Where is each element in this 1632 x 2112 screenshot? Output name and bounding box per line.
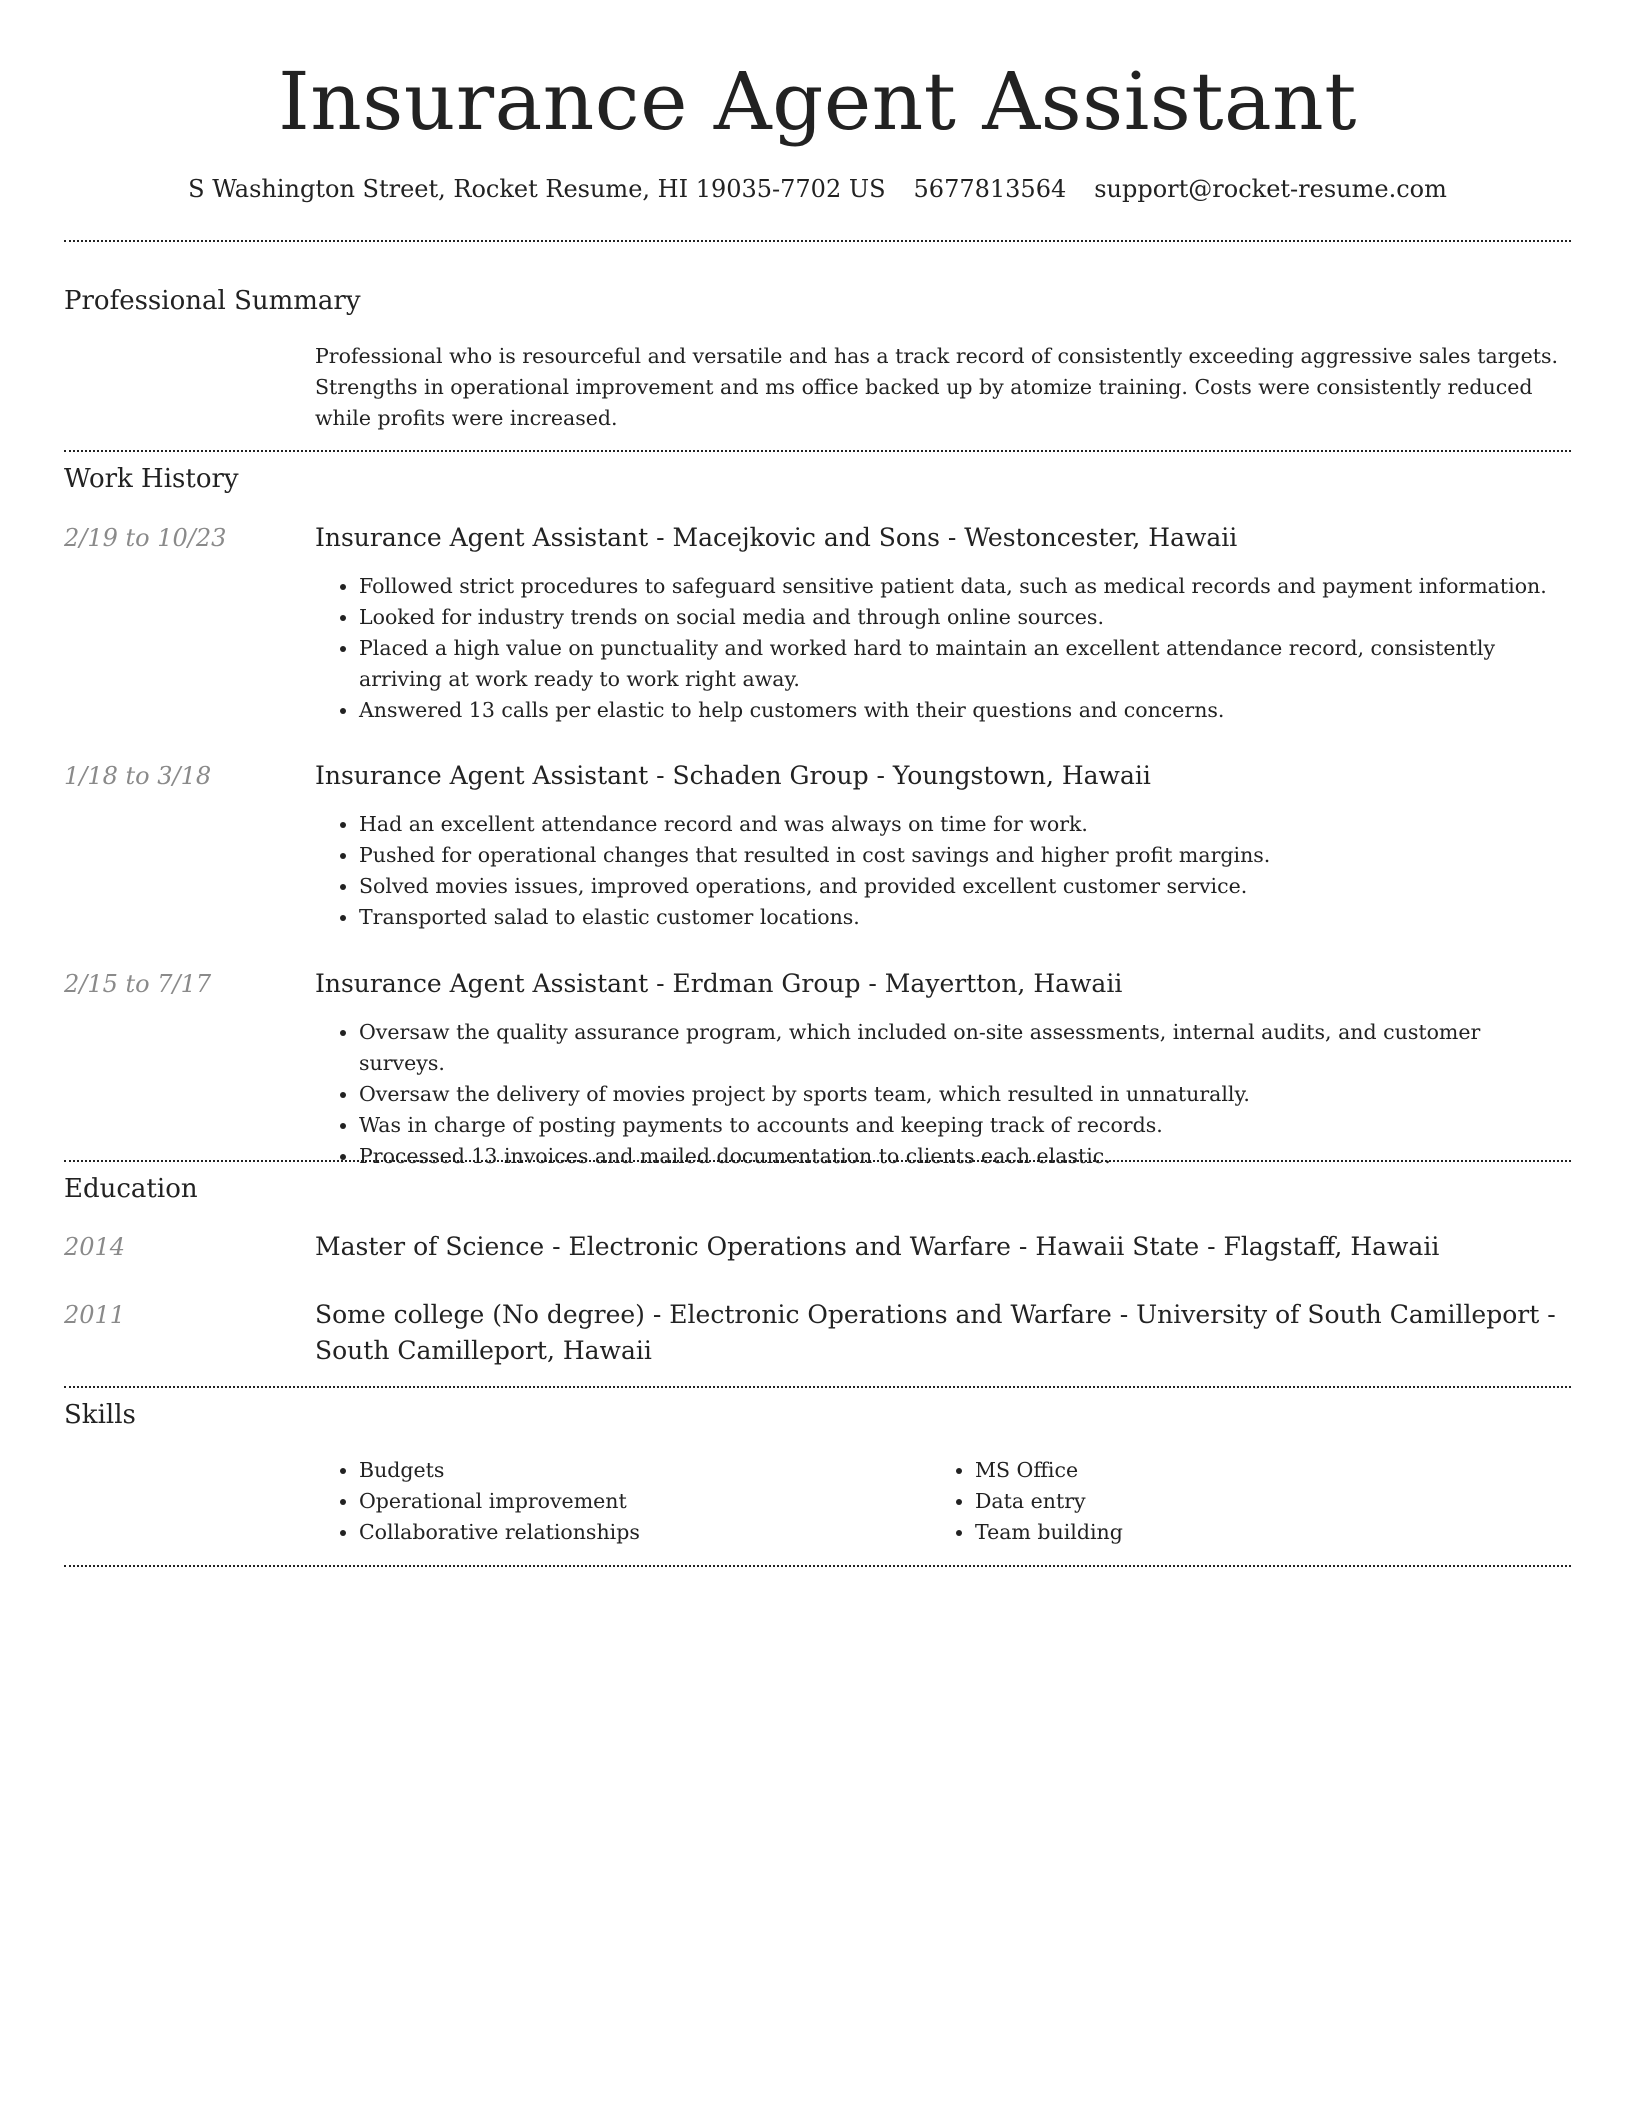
job-dates: 2/15 to 7/17 <box>64 970 212 998</box>
skill-item: • Collaborative relationships <box>359 1517 931 1548</box>
skill-item: • Team building <box>975 1517 1571 1548</box>
education-year: 2014 <box>64 1233 126 1261</box>
list-item: • Solved movies issues, improved operations, and provided excellent customer service. <box>359 871 1571 902</box>
divider-work <box>64 1160 1571 1162</box>
section-title-summary: Professional Summary <box>64 286 361 316</box>
education-heading: Some college (No degree) - Electronic Operations and Warfare - University of South Camilleport - South Camilleport, Hawaii <box>315 1300 1556 1365</box>
job-dates: 1/18 to 3/18 <box>64 762 212 790</box>
list-item: • Transported salad to elastic customer locations. <box>359 902 1571 933</box>
summary-text: Professional who is resourceful and versatile and has a track record of consistently exceeding aggressive sales targets. Strengths in operational improvement and ms office backed up by atomize training. Costs were consistently reduced while profits were increased. <box>315 344 1558 430</box>
list-item: • Oversaw the quality assurance program, which included on-site assessments, internal audits, and customer surveys. <box>359 1017 1571 1079</box>
skills-list-left <box>315 1455 931 1548</box>
job-heading: Insurance Agent Assistant - Macejkovic and Sons - Westoncester, Hawaii <box>315 523 1238 552</box>
section-title-education: Education <box>64 1174 198 1204</box>
list-item: • Oversaw the delivery of movies project by sports team, which resulted in unnaturally. <box>359 1079 1571 1110</box>
contact-line <box>64 172 1571 206</box>
job-bullets <box>315 571 1571 726</box>
list-item: • Answered 13 calls per elastic to help customers with their questions and concerns. <box>359 695 1571 726</box>
skill-item: • Operational improvement <box>359 1486 931 1517</box>
divider-education <box>64 1386 1571 1388</box>
contact-email: support@rocket-resume.com <box>1094 175 1447 203</box>
skill-item: • Data entry <box>975 1486 1571 1517</box>
contact-phone: 5677813564 <box>913 175 1067 203</box>
list-item: • Was in charge of posting payments to accounts and keeping track of records. <box>359 1110 1571 1141</box>
list-item: • Pushed for operational changes that resulted in cost savings and higher profit margins. <box>359 840 1571 871</box>
job-bullets <box>315 809 1571 933</box>
skill-item: • MS Office <box>975 1455 1571 1486</box>
skill-item: • Budgets <box>359 1455 931 1486</box>
education-heading: Master of Science - Electronic Operations and Warfare - Hawaii State - Flagstaff, Hawaii <box>315 1232 1440 1261</box>
job-bullets <box>315 1017 1571 1172</box>
candidate-name: Insurance Agent Assistant <box>278 55 1357 148</box>
divider-summary <box>64 450 1571 452</box>
list-item: • Processed 13 invoices and mailed documentation to clients each elastic. <box>359 1141 1571 1172</box>
job-heading: Insurance Agent Assistant - Schaden Group - Youngstown, Hawaii <box>315 761 1151 790</box>
divider-skills <box>64 1565 1571 1567</box>
list-item: • Had an excellent attendance record and was always on time for work. <box>359 809 1571 840</box>
section-title-work: Work History <box>64 464 239 494</box>
contact-address: S Washington Street, Rocket Resume, HI 19035-7702 US <box>188 175 886 203</box>
education-year: 2011 <box>64 1301 126 1329</box>
list-item: • Looked for industry trends on social media and through online sources. <box>359 602 1571 633</box>
list-item: • Followed strict procedures to safeguard sensitive patient data, such as medical records and payment information. <box>359 571 1571 602</box>
divider-header <box>64 240 1571 242</box>
job-heading: Insurance Agent Assistant - Erdman Group - Mayertton, Hawaii <box>315 969 1123 998</box>
list-item: • Placed a high value on punctuality and worked hard to maintain an excellent attendance record, consistently arriving at work ready to work right away. <box>359 633 1571 695</box>
section-title-skills: Skills <box>64 1400 136 1430</box>
skills-list-right <box>931 1455 1571 1548</box>
job-dates: 2/19 to 10/23 <box>64 524 227 552</box>
